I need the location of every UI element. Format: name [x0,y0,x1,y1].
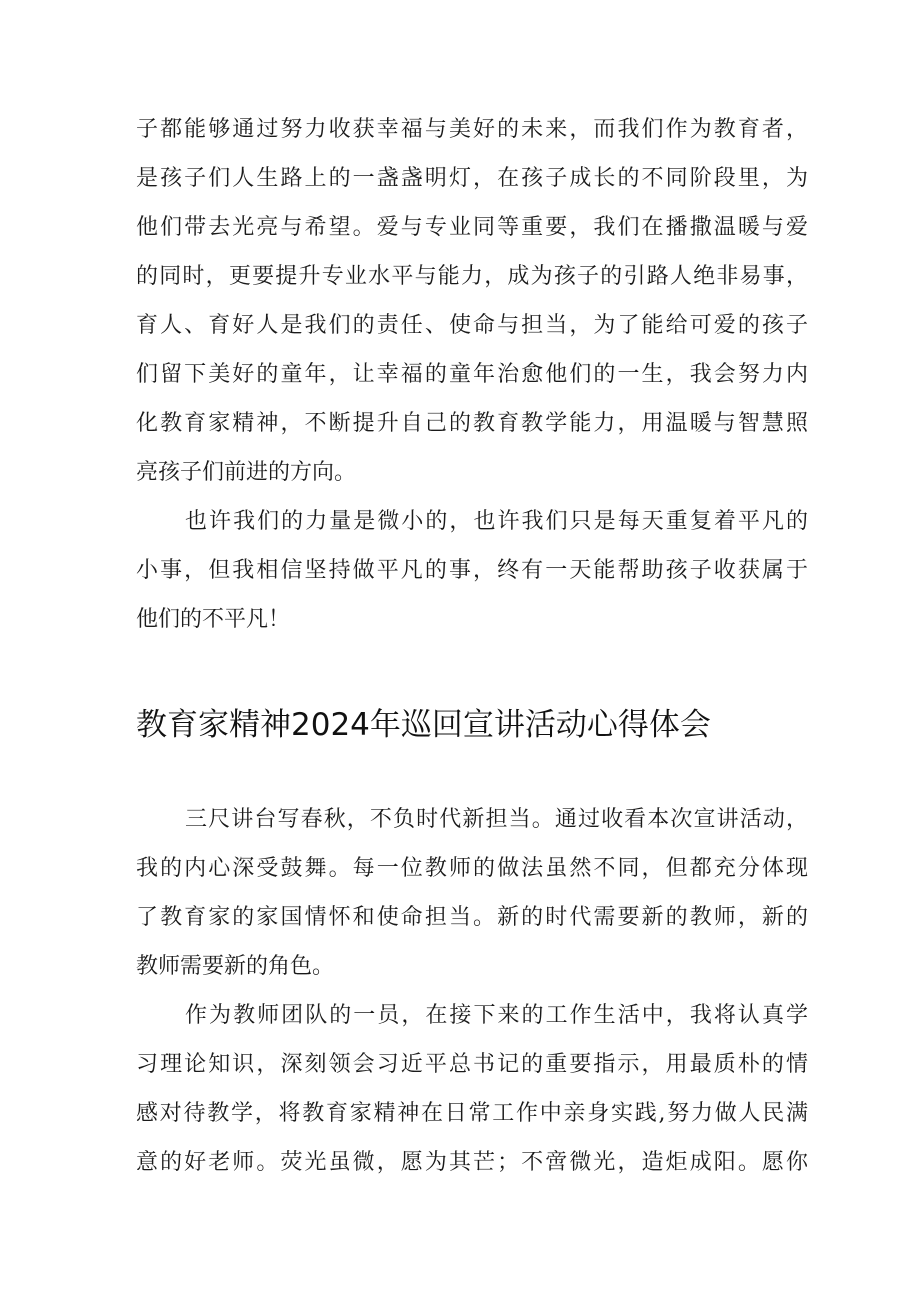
paragraph-line: 教师需要新的角色。 [136,954,335,979]
paragraph-line: 作为教师团队的一员，在接下来的工作生活中，我将认真学 [185,1003,808,1028]
paragraph-line: 他们带去光亮与希望。爱与专业同等重要，我们在播撒温暖与爱 [136,215,808,240]
paragraph-line: 的同时，更要提升专业水平与能力，成为孩子的引路人绝非易事， [136,264,808,289]
paragraph-line: 化教育家精神，不断提升自己的教育教学能力，用温暖与智慧照 [136,411,808,436]
paragraph-line: 子都能够通过努力收获幸福与美好的未来，而我们作为教育者， [136,117,808,142]
paragraph-line: 我的内心深受鼓舞。每一位教师的做法虽然不同，但都充分体现 [136,856,808,881]
paragraph-line: 们留下美好的童年，让幸福的童年治愈他们的一生，我会努力内 [136,362,808,387]
section-heading: 教育家精神2024年巡回宣讲活动心得体会 [136,707,711,743]
paragraph-line: 习理论知识，深刻领会习近平总书记的重要指示，用最质朴的情 [136,1052,808,1077]
paragraph-line: 小事，但我相信坚持做平凡的事，终有一天能帮助孩子收获属于 [136,558,808,583]
paragraph-line: 了教育家的家国情怀和使命担当。新的时代需要新的教师，新的 [136,905,808,930]
body-text-section-1 [136,105,808,644]
paragraph-line: 他们的不平凡！ [136,607,291,632]
paragraph-line: 育人、育好人是我们的责任、使命与担当，为了能给可爱的孩子 [136,313,808,338]
paragraph-line: 感对待教学，将教育家精神在日常工作中亲身实践,努力做人民满 [136,1101,808,1126]
body-text-section-2 [136,795,808,1187]
paragraph-line: 意的好老师。荧光虽微，愿为其芒；不啻微光，造炬成阳。愿你 [136,1150,808,1175]
paragraph-line: 是孩子们人生路上的一盏盏明灯，在孩子成长的不同阶段里，为 [136,166,808,191]
paragraph-line: 亮孩子们前进的方向。 [136,460,357,485]
paragraph-line: 三尺讲台写春秋，不负时代新担当。通过收看本次宣讲活动， [185,807,808,832]
paragraph-line: 也许我们的力量是微小的，也许我们只是每天重复着平凡的 [185,509,808,534]
